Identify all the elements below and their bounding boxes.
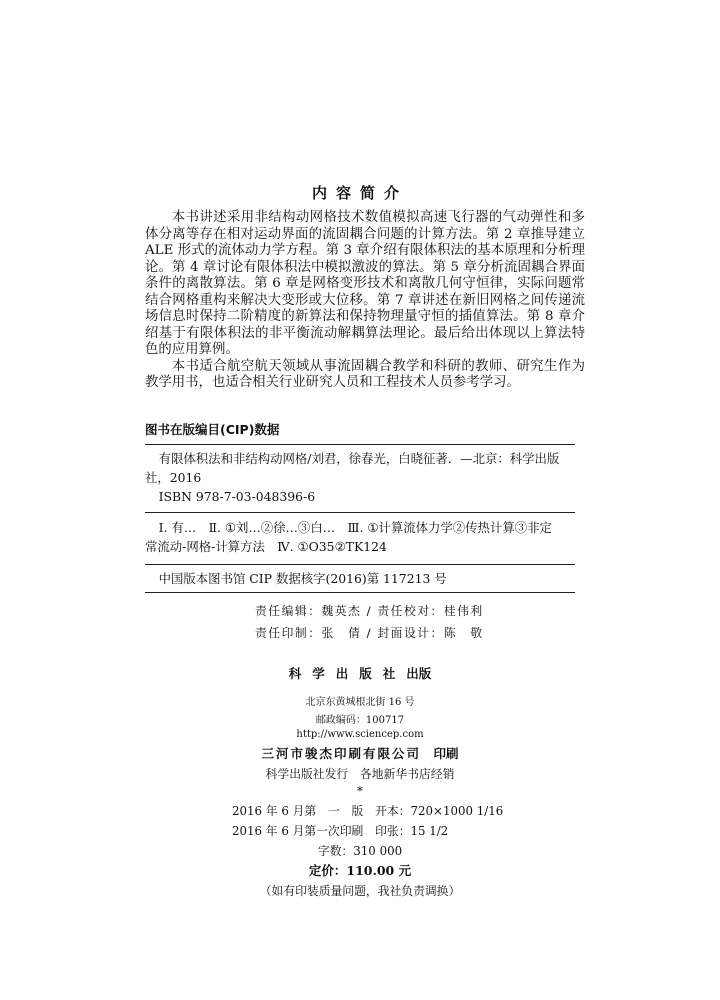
publisher-suffix: 出版 bbox=[406, 666, 432, 681]
separator-mark: * bbox=[357, 784, 363, 798]
cip-subjects-line-1: Ⅰ. 有… Ⅱ. ①刘…②徐…③白… Ⅲ. ①计算流体力学②传热计算③非定 bbox=[158, 520, 552, 535]
publisher-line bbox=[0, 664, 720, 682]
cip-main-entry-block bbox=[145, 449, 575, 506]
editors-line-1: 责任编辑：魏英杰 / 责任校对：桂伟利 bbox=[255, 604, 484, 618]
cip-subjects-line-2: 常流动-网格-计算方法 Ⅳ. ①O35②TK124 bbox=[145, 539, 387, 554]
editors-line-2: 责任印制：张 倩 / 封面设计：陈 敬 bbox=[255, 626, 484, 640]
price-line: 定价：110.00 元 bbox=[308, 863, 412, 878]
cip-top-rule bbox=[145, 444, 575, 445]
cip-lower-rule bbox=[145, 564, 575, 565]
printer-suffix: 印刷 bbox=[433, 746, 459, 761]
cip-mid-rule bbox=[145, 512, 575, 513]
publisher-postcode: 邮政编码：100717 bbox=[315, 715, 405, 726]
cip-heading: 图书在版编目(CIP)数据 bbox=[145, 422, 280, 437]
summary-paragraph-2: 本书适合航空航天领域从事流固耦合教学和科研的教师、研究生作为教学用书，也适合相关行业研究人员和工程技术人员参考学习。 bbox=[145, 358, 585, 390]
page-title: 内容简介 bbox=[311, 184, 408, 202]
cip-main-entry: 有限体积法和非结构动网格/刘君，徐春光，白晓征著．—北京：科学出版社，2016 bbox=[145, 451, 560, 485]
publisher-website: http://www.sciencep.com bbox=[296, 729, 424, 740]
summary-section bbox=[145, 210, 585, 392]
spec-line-2: 2016 年 6 月第一次印刷 印张：15 1/2 bbox=[232, 824, 449, 838]
cip-bottom-rule bbox=[145, 592, 575, 593]
cip-isbn: ISBN 978-7-03-048396-6 bbox=[158, 489, 316, 504]
cip-verification: 中国版本图书馆 CIP 数据核字(2016)第 117213 号 bbox=[158, 571, 447, 586]
publisher-name: 科学出版社 bbox=[288, 666, 407, 681]
summary-paragraph-1: 本书讲述采用非结构动网格技术数值模拟高速飞行器的气动弹性和多体分离等存在相对运动界面的流固耦合问题的计算方法。第 2 章推导建立ALE 形式的流体动力学方程。第 3 章介绍有限体积法的基本原理和分析理论。第 4 章讨论有限体积法中模拟激波的算法。第 5 章分析流固耦合界面条件的离散算法。第 6 章是网格变形技术和离散几何守恒律，实际问题常结合网格重构来解决大变形或大位移。第 7 章讲述在新旧网格之间传递流场信息时保持二阶精度的新算法和保持物理量守恒的插值算法。第 8 章介绍基于有限体积法的非平衡流动解耦算法理论。最后给出体现以上算法特色的应用算例。 bbox=[145, 210, 585, 357]
cip-verification-block bbox=[145, 569, 575, 588]
spec-word-count: 字数：310 000 bbox=[317, 844, 403, 858]
spec-line-1: 2016 年 6 月第 一 版 开本：720×1000 1/16 bbox=[232, 804, 504, 818]
distribution-line: 科学出版社发行 各地新华书店经销 bbox=[265, 767, 455, 781]
cip-subjects-block bbox=[145, 518, 575, 556]
publisher-address: 北京东黄城根北街 16 号 bbox=[305, 697, 415, 708]
printer-line bbox=[0, 744, 720, 762]
quality-note: （如有印装质量问题，我社负责调换） bbox=[259, 884, 461, 898]
printer-name: 三河市骏杰印刷有限公司 bbox=[261, 746, 421, 761]
